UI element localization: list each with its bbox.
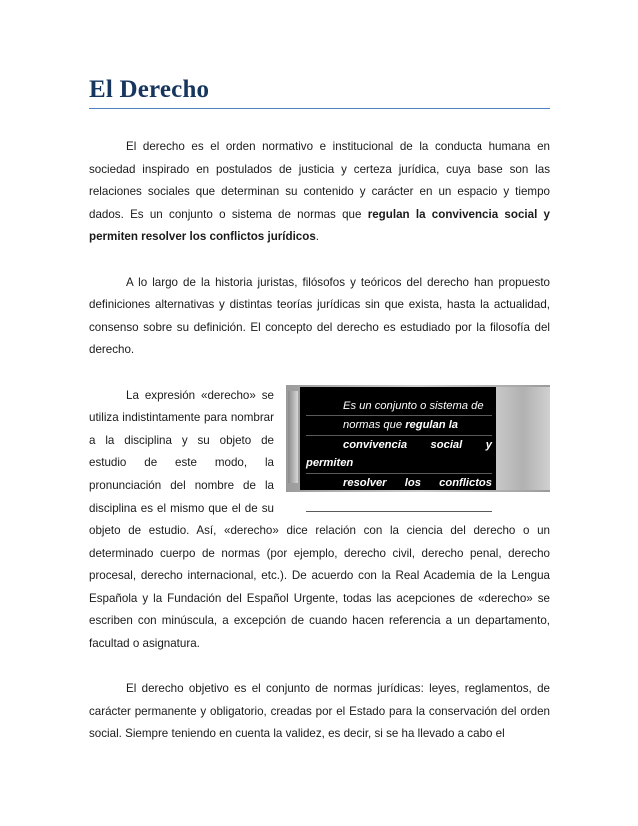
paragraph-2: A lo largo de la historia juristas, filósofos y teóricos del derecho han propuesto definiciones alternativas y distintas teorías jurídicas sin que exista, hasta la actualidad, consenso sobre su definición. El concepto del derecho es estudiado por la filosofía del derecho. (89, 275, 550, 357)
paragraph-1-end: . (315, 230, 320, 244)
pull-quote-line-2 (306, 416, 492, 436)
paragraph-3 (89, 385, 550, 656)
paragraph-1-text: El derecho es el orden normativo e institucional de la conducta humana en sociedad inspirado en postulados de justicia y certeza jurídica, cuya base son las relaciones sociales que determinan su contenido y carácter en un espacio y tiempo dados. Es un conjunto o sistema de normas que (89, 140, 550, 221)
paragraph-4: El derecho objetivo es el conjunto de normas jurídicas: leyes, reglamentos, de carácter permanente y obligatorio, creadas por el Estado para la conservación del orden social. Siempre teniendo en cuenta la validez, es decir, si se ha llevado a cabo el (89, 682, 550, 741)
paragraph-3-text: La expresión «derecho» se utiliza indistintamente para nombrar a la disciplina y su objeto de estudio de este modo, la pronunciación del nombre de la disciplina es el mismo que el de su objeto de estudio. Así, «derecho» dice relación con la ciencia del derecho o un determinado cuerpo de normas (por ejemplo, derecho civil, derecho penal, derecho procesal, derecho internacional, etc.). De acuerdo con la Real Academia de la Lengua Española y la Fundación del Español Urgente, todas las acepciones de «derecho» se escriben con minúscula, a excepción de cuando hacen referencia a un departamento, facultad o asignatura. (89, 388, 550, 651)
document-title: El Derecho (89, 76, 210, 103)
pull-quote-line-3: convivencia social y permiten (306, 436, 492, 474)
pull-quote-line-1: Es un conjunto o sistema de (306, 397, 492, 417)
pull-quote-line-2-bold: regulan la (405, 419, 459, 432)
pull-quote-left-bar (288, 391, 298, 483)
pull-quote-line-4: resolver los conflictos jurídicos (306, 474, 492, 512)
paragraph-1-bold: regulan la convivencia social y permiten resolver los conflictos jurídicos (89, 207, 550, 244)
document-page (89, 74, 550, 746)
pull-quote-text (306, 397, 492, 512)
pull-quote-line-2-plain: normas que (343, 419, 406, 432)
title-underline (89, 108, 550, 109)
pull-quote-box (286, 385, 550, 508)
paragraph-1 (89, 136, 550, 249)
pull-quote-right-bar (496, 387, 550, 490)
